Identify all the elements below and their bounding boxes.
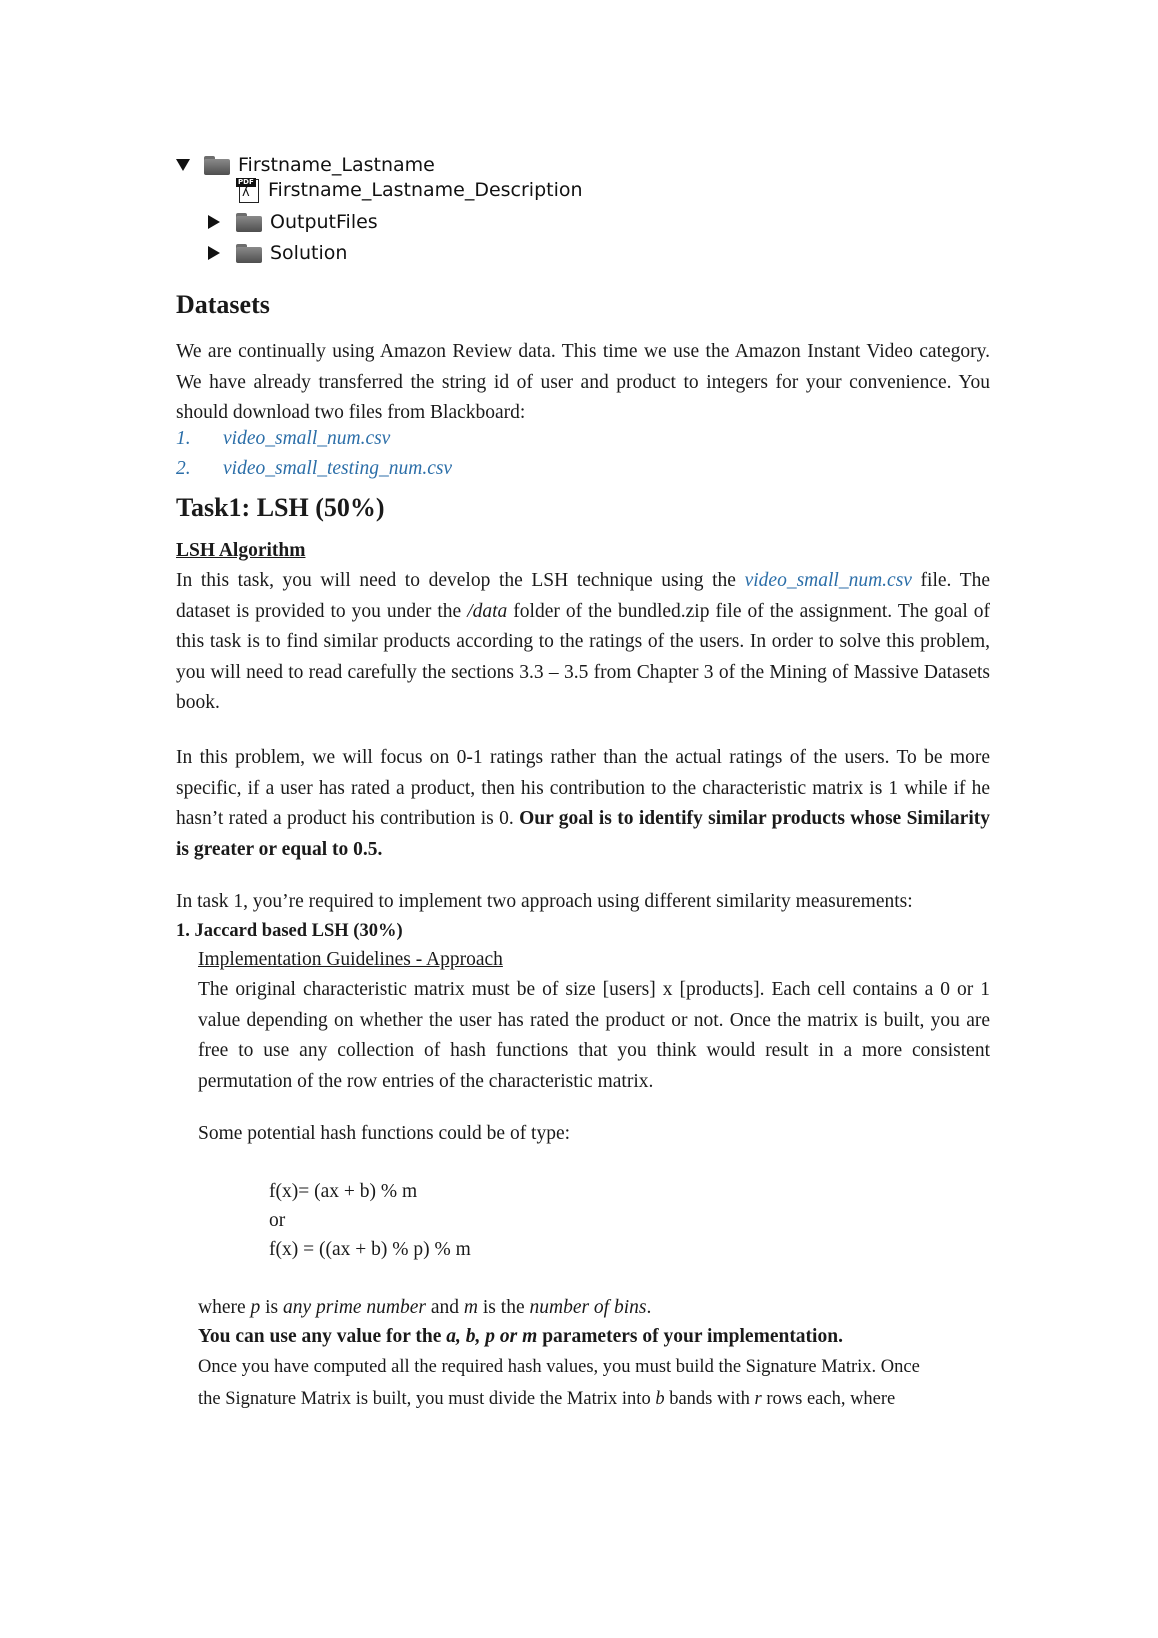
- text: Once you have computed all the required hash values, you must build the Signature Matrix. Once: [198, 1357, 920, 1377]
- folder-icon: [236, 244, 262, 263]
- tree-output-folder[interactable]: [208, 209, 378, 235]
- text: is the: [478, 1297, 530, 1318]
- parameter-names: a, b, p or m: [446, 1326, 538, 1347]
- text: parameters of your implementation.: [537, 1326, 843, 1347]
- dataset-file-link[interactable]: video_small_num.csv: [744, 570, 912, 591]
- var-r: r: [754, 1389, 762, 1409]
- datasets-paragraph: We are continually using Amazon Review data. This time we use the Amazon Instant Video category. We have already transferred the string id of user and product to integers for your convenience. You should download two files from Blackboard:: [176, 341, 990, 423]
- var-m: m: [463, 1297, 479, 1318]
- implementation-guidelines: Implementation Guidelines - Approach: [198, 949, 503, 970]
- text: and: [426, 1297, 464, 1318]
- task1-paragraph-2: [176, 743, 990, 865]
- pdf-badge: PDF: [238, 178, 254, 186]
- text: folder of the bundled.zip file of the assignment. The goal of this task is to find similar products according to the ratings of the users. In order to solve this problem, you will need to read carefully the sections 3.3 – 3.5 from Chapter 3 of the Mining of Massive Datasets book.: [176, 600, 990, 713]
- text: is: [260, 1297, 284, 1318]
- tree-root-label: Firstname_Lastname: [238, 154, 435, 176]
- text: file. The dataset is provided to you under the: [176, 570, 990, 622]
- lsh-algorithm-subheading: LSH Algorithm: [176, 540, 306, 561]
- text: number of bins: [529, 1297, 647, 1318]
- list-number: 1.: [176, 428, 191, 449]
- characteristic-matrix-paragraph: The original characteristic matrix must be of size [users] x [products]. Each cell contains a 0 or 1 value depending on whether the user has rated the product or not. Once the matrix is built, you are free to use any collection of hash functions that you think would result in a more consistent permutation of the row entries of the characteristic matrix.: [198, 979, 990, 1092]
- parameters-note: [198, 1322, 990, 1353]
- goal-statement: Our goal is to identify similar products whose Similarity is greater or equal to 0.5.: [176, 808, 990, 860]
- var-p: p: [250, 1297, 261, 1318]
- dataset-file-link[interactable]: video_small_testing_num.csv: [223, 458, 453, 479]
- pdf-file-icon: PDF ʎ: [236, 178, 258, 202]
- text: You can use any value for the: [198, 1326, 447, 1347]
- collapsed-triangle-icon[interactable]: [208, 215, 220, 229]
- hash-formula-2: f(x) = ((ax + b) % p) % m: [269, 1239, 471, 1260]
- text: any prime number: [283, 1297, 427, 1318]
- folder-icon: [236, 213, 262, 232]
- output-folder-label: OutputFiles: [270, 211, 378, 233]
- text: rows each, where: [761, 1389, 896, 1409]
- jaccard-lsh-title: 1. Jaccard based LSH (30%): [176, 921, 403, 941]
- folder-icon: [204, 156, 230, 175]
- text: .: [646, 1297, 652, 1318]
- hash-formula-1: f(x)= (ax + b) % m: [269, 1181, 418, 1202]
- dataset-file-1: [176, 424, 390, 454]
- solution-folder-label: Solution: [270, 242, 348, 264]
- signature-matrix-paragraph: [198, 1351, 990, 1415]
- tree-root[interactable]: [176, 152, 435, 178]
- data-folder-path: /data: [467, 600, 508, 622]
- var-b: b: [655, 1389, 665, 1409]
- tree-solution-folder[interactable]: [208, 240, 347, 266]
- text: In this problem, we will focus on 0-1 ratings rather than the actual ratings of the users. To be more specific, if a user has rated a product, then his contribution to the characteristic matrix is 1 while if he hasn’t rated a product his contribution is 0.: [176, 747, 990, 829]
- datasets-heading: Datasets: [176, 290, 270, 319]
- expanded-triangle-icon[interactable]: [176, 159, 190, 171]
- description-file-label: Firstname_Lastname_Description: [268, 179, 583, 201]
- text: In this task, you will need to develop the LSH technique using the: [176, 570, 745, 591]
- task1-paragraph-3: In task 1, you’re required to implement two approach using different similarity measurements:: [176, 891, 913, 912]
- text: where: [198, 1297, 251, 1318]
- dataset-file-2: [176, 454, 452, 484]
- tree-description-file[interactable]: [236, 177, 583, 203]
- text: bands with: [664, 1389, 755, 1409]
- formula-or: or: [269, 1210, 286, 1231]
- where-paragraph: [198, 1293, 990, 1324]
- collapsed-triangle-icon[interactable]: [208, 246, 220, 260]
- task1-heading: Task1: LSH (50%): [176, 493, 385, 522]
- list-number: 2.: [176, 458, 191, 479]
- text: the Signature Matrix is built, you must divide the Matrix into: [198, 1389, 656, 1409]
- dataset-file-link[interactable]: video_small_num.csv: [223, 428, 391, 449]
- hash-functions-intro: Some potential hash functions could be of type:: [198, 1123, 571, 1144]
- task1-paragraph-1: [176, 566, 990, 719]
